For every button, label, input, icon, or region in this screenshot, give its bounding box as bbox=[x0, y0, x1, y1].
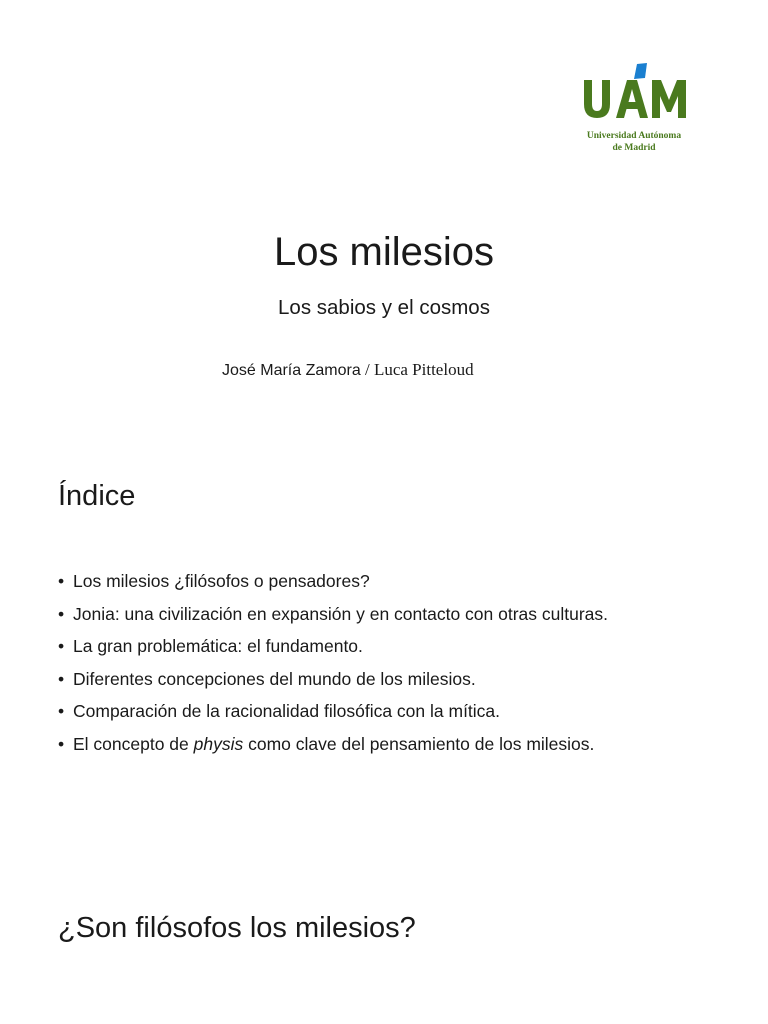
index-item bbox=[58, 663, 758, 696]
uam-caption-line-2: de Madrid bbox=[612, 143, 656, 153]
index-item bbox=[58, 695, 758, 728]
bullet-icon: • bbox=[58, 668, 65, 689]
index-item bbox=[58, 598, 758, 631]
index-item bbox=[58, 728, 758, 761]
uam-logo bbox=[570, 50, 698, 162]
index-heading: Índice bbox=[58, 480, 136, 512]
page-subtitle: Los sabios y el cosmos bbox=[278, 296, 490, 319]
bullet-icon: • bbox=[58, 636, 65, 656]
bullet-icon: • bbox=[58, 571, 65, 591]
index-item-text: Los milesios ¿filósofos o pensadores? bbox=[73, 571, 370, 591]
section-heading: ¿Son filósofos los milesios? bbox=[58, 912, 416, 944]
bullet-icon: • bbox=[58, 603, 65, 624]
page-title: Los milesios bbox=[273, 230, 495, 274]
authors-line bbox=[222, 358, 474, 383]
uam-caption-line-1: Universidad Autónoma bbox=[586, 131, 682, 141]
index-item bbox=[58, 630, 758, 663]
author-separator: / bbox=[360, 360, 374, 379]
index-item-text: Diferentes concepciones del mundo de los milesios. bbox=[73, 668, 476, 689]
index-item bbox=[58, 565, 758, 598]
index-list bbox=[58, 565, 758, 760]
index-item-text: La gran problemática: el fundamento. bbox=[73, 636, 363, 656]
index-item-emphasis: physis bbox=[193, 733, 244, 754]
index-item-text-after: como clave del pensamiento de los milesios. bbox=[243, 733, 595, 754]
author-first: José María Zamora bbox=[222, 362, 361, 379]
bullet-icon: • bbox=[58, 733, 65, 754]
index-item-text-before: El concepto de bbox=[73, 733, 194, 754]
bullet-icon: • bbox=[58, 701, 65, 721]
uam-logo-caption bbox=[570, 130, 698, 154]
author-second: Luca Pitteloud bbox=[373, 360, 474, 379]
uam-logo-mark bbox=[570, 50, 698, 128]
index-item-text: Jonia: una civilización en expansión y en contacto con otras culturas. bbox=[73, 603, 609, 624]
index-item-text: Comparación de la racionalidad filosófica con la mítica. bbox=[73, 701, 501, 721]
